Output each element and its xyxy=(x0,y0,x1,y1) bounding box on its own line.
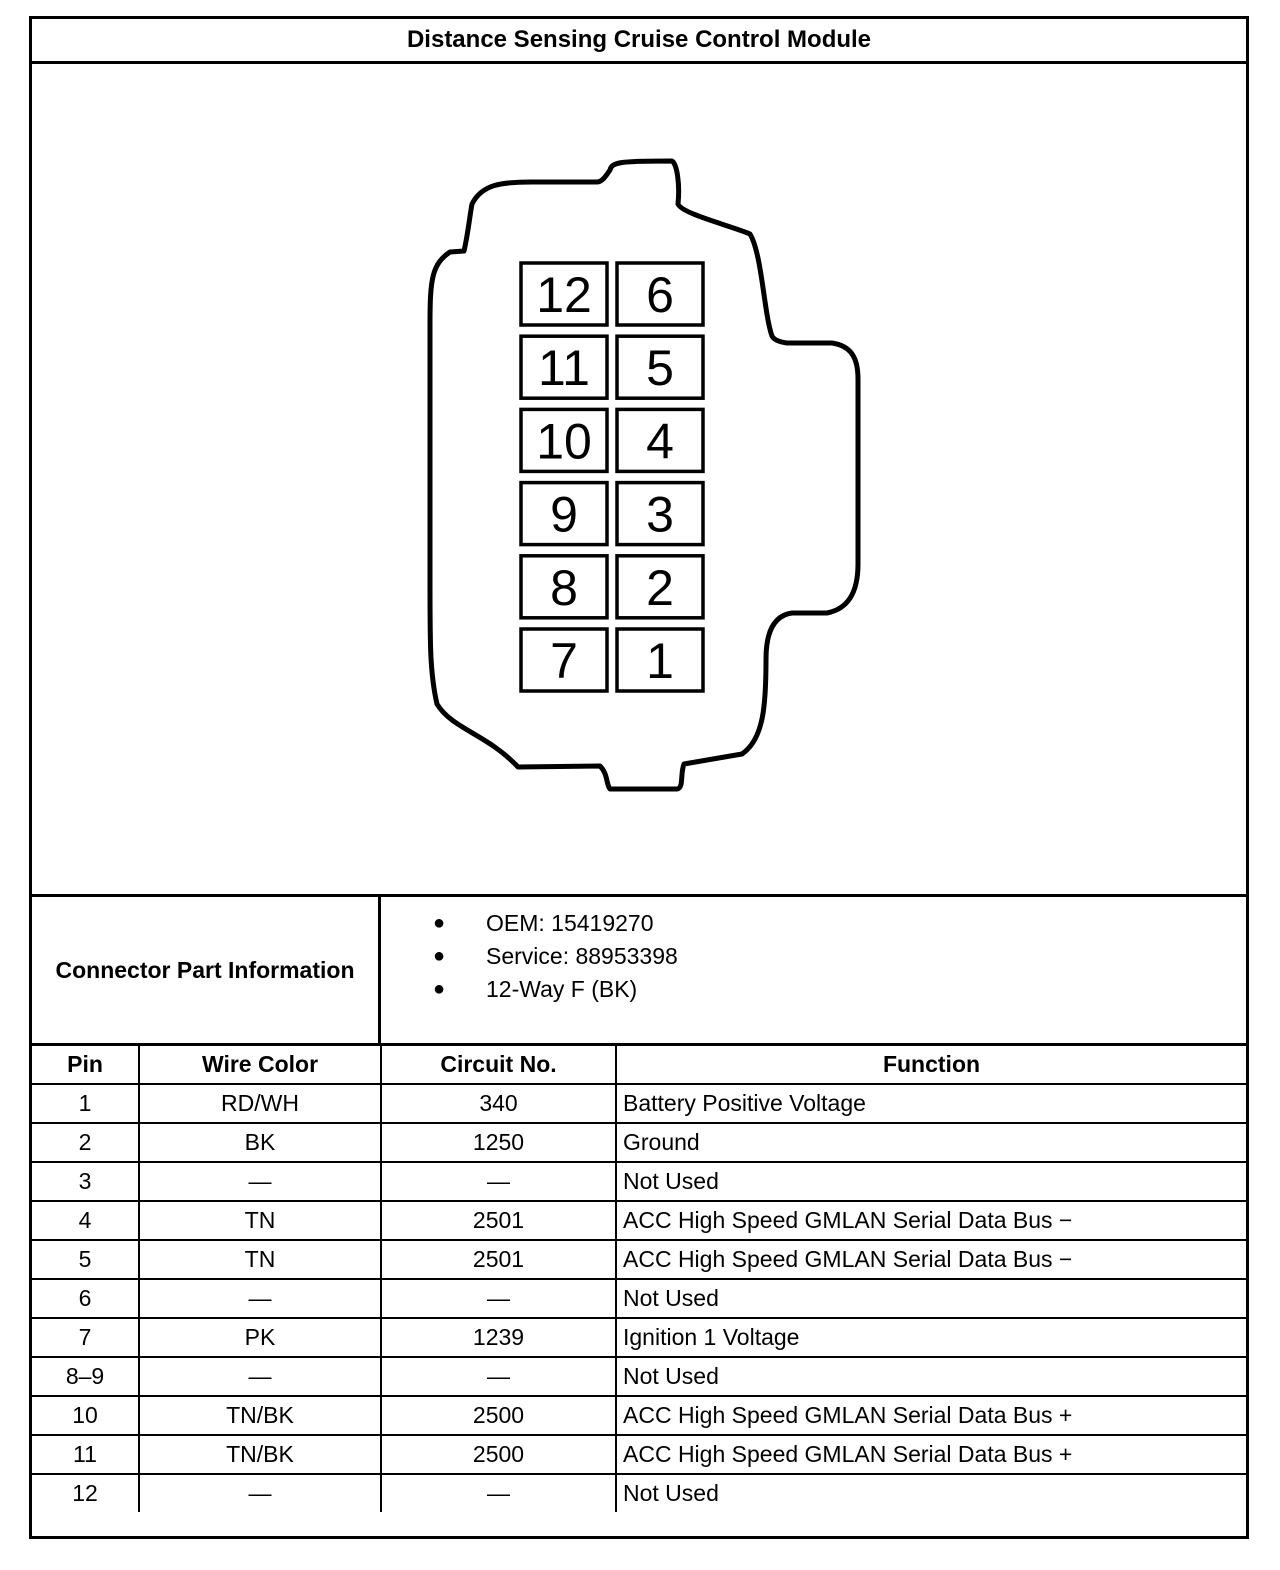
pin-number-label: 9 xyxy=(550,486,578,543)
cell-circuit-no: 1250 xyxy=(381,1123,616,1162)
cell-wire-color: TN xyxy=(139,1240,381,1279)
cell-wire-color: TN/BK xyxy=(139,1435,381,1474)
pin-table xyxy=(32,1046,1246,1512)
pin-number-label: 4 xyxy=(646,413,674,470)
part-connector-type: 12-Way F (BK) xyxy=(486,976,638,1002)
pin-grid xyxy=(521,263,703,691)
cell-function: Ground xyxy=(616,1123,1246,1162)
cell-wire-color: BK xyxy=(139,1123,381,1162)
pin-number-label: 5 xyxy=(646,340,674,397)
cell-function: Ignition 1 Voltage xyxy=(616,1318,1246,1357)
cell-circuit-no: 2501 xyxy=(381,1240,616,1279)
bullet-icon: ● xyxy=(433,912,446,934)
cell-function: Not Used xyxy=(616,1357,1246,1396)
connector-diagram xyxy=(32,64,1246,894)
header-function: Function xyxy=(616,1046,1246,1084)
cell-pin: 5 xyxy=(32,1240,139,1279)
cell-pin: 2 xyxy=(32,1123,139,1162)
table-row xyxy=(32,1240,1246,1279)
cell-wire-color: TN/BK xyxy=(139,1396,381,1435)
cell-wire-color: — xyxy=(139,1162,381,1201)
part-info-item xyxy=(381,940,678,973)
table-row xyxy=(32,1084,1246,1123)
table-row xyxy=(32,1396,1246,1435)
cell-wire-color: — xyxy=(139,1474,381,1512)
cell-pin: 8–9 xyxy=(32,1357,139,1396)
connector-housing-outline xyxy=(430,161,858,789)
table-row xyxy=(32,1318,1246,1357)
table-row xyxy=(32,1123,1246,1162)
part-info-item xyxy=(381,907,678,940)
table-row xyxy=(32,1201,1246,1240)
pin-number-label: 6 xyxy=(646,267,674,323)
table-header-row xyxy=(32,1046,1246,1084)
cell-circuit-no: 2500 xyxy=(381,1435,616,1474)
bullet-icon: ● xyxy=(433,945,446,967)
connector-sheet xyxy=(29,16,1249,1539)
table-row xyxy=(32,1474,1246,1512)
pin-number-label: 1 xyxy=(646,633,674,689)
cell-wire-color: RD/WH xyxy=(139,1084,381,1123)
pin-number-label: 3 xyxy=(646,486,674,543)
cell-wire-color: — xyxy=(139,1357,381,1396)
header-pin: Pin xyxy=(32,1046,139,1084)
cell-pin: 3 xyxy=(32,1162,139,1201)
header-wire-color: Wire Color xyxy=(139,1046,381,1084)
cell-circuit-no: 2501 xyxy=(381,1201,616,1240)
cell-function: ACC High Speed GMLAN Serial Data Bus + xyxy=(616,1435,1246,1474)
pin-table-body xyxy=(32,1084,1246,1512)
part-info-list xyxy=(381,907,678,1006)
cell-pin: 10 xyxy=(32,1396,139,1435)
pin-number-label: 2 xyxy=(646,559,674,616)
part-oem: OEM: 15419270 xyxy=(486,910,654,936)
part-service: Service: 88953398 xyxy=(486,943,678,969)
connector-part-info xyxy=(32,894,1246,1046)
cell-circuit-no: — xyxy=(381,1474,616,1512)
table-row xyxy=(32,1279,1246,1318)
part-info-item xyxy=(381,973,678,1006)
cell-function: Battery Positive Voltage xyxy=(616,1084,1246,1123)
cell-pin: 12 xyxy=(32,1474,139,1512)
cell-circuit-no: 1239 xyxy=(381,1318,616,1357)
cell-function: Not Used xyxy=(616,1279,1246,1318)
table-row xyxy=(32,1162,1246,1201)
cell-function: ACC High Speed GMLAN Serial Data Bus − xyxy=(616,1240,1246,1279)
cell-function: ACC High Speed GMLAN Serial Data Bus − xyxy=(616,1201,1246,1240)
cell-function: ACC High Speed GMLAN Serial Data Bus + xyxy=(616,1396,1246,1435)
table-row xyxy=(32,1357,1246,1396)
cell-function: Not Used xyxy=(616,1474,1246,1512)
cell-function: Not Used xyxy=(616,1162,1246,1201)
cell-circuit-no: 2500 xyxy=(381,1396,616,1435)
table-row xyxy=(32,1435,1246,1474)
cell-wire-color: PK xyxy=(139,1318,381,1357)
cell-circuit-no: — xyxy=(381,1357,616,1396)
cell-wire-color: — xyxy=(139,1279,381,1318)
cell-circuit-no: — xyxy=(381,1162,616,1201)
cell-circuit-no: 340 xyxy=(381,1084,616,1123)
cell-circuit-no: — xyxy=(381,1279,616,1318)
cell-pin: 4 xyxy=(32,1201,139,1240)
pin-number-label: 11 xyxy=(538,340,590,397)
page-title: Distance Sensing Cruise Control Module xyxy=(32,19,1246,64)
pin-number-label: 7 xyxy=(550,633,578,689)
cell-pin: 1 xyxy=(32,1084,139,1123)
part-info-label: Connector Part Information xyxy=(32,897,381,1043)
pin-number-label: 10 xyxy=(536,413,592,470)
cell-pin: 6 xyxy=(32,1279,139,1318)
cell-pin: 11 xyxy=(32,1435,139,1474)
header-circuit-no: Circuit No. xyxy=(381,1046,616,1084)
cell-wire-color: TN xyxy=(139,1201,381,1240)
pin-number-label: 8 xyxy=(550,559,578,616)
cell-pin: 7 xyxy=(32,1318,139,1357)
connector-face-svg xyxy=(32,64,1246,894)
pin-number-label: 12 xyxy=(536,267,592,323)
bullet-icon: ● xyxy=(433,978,446,1000)
